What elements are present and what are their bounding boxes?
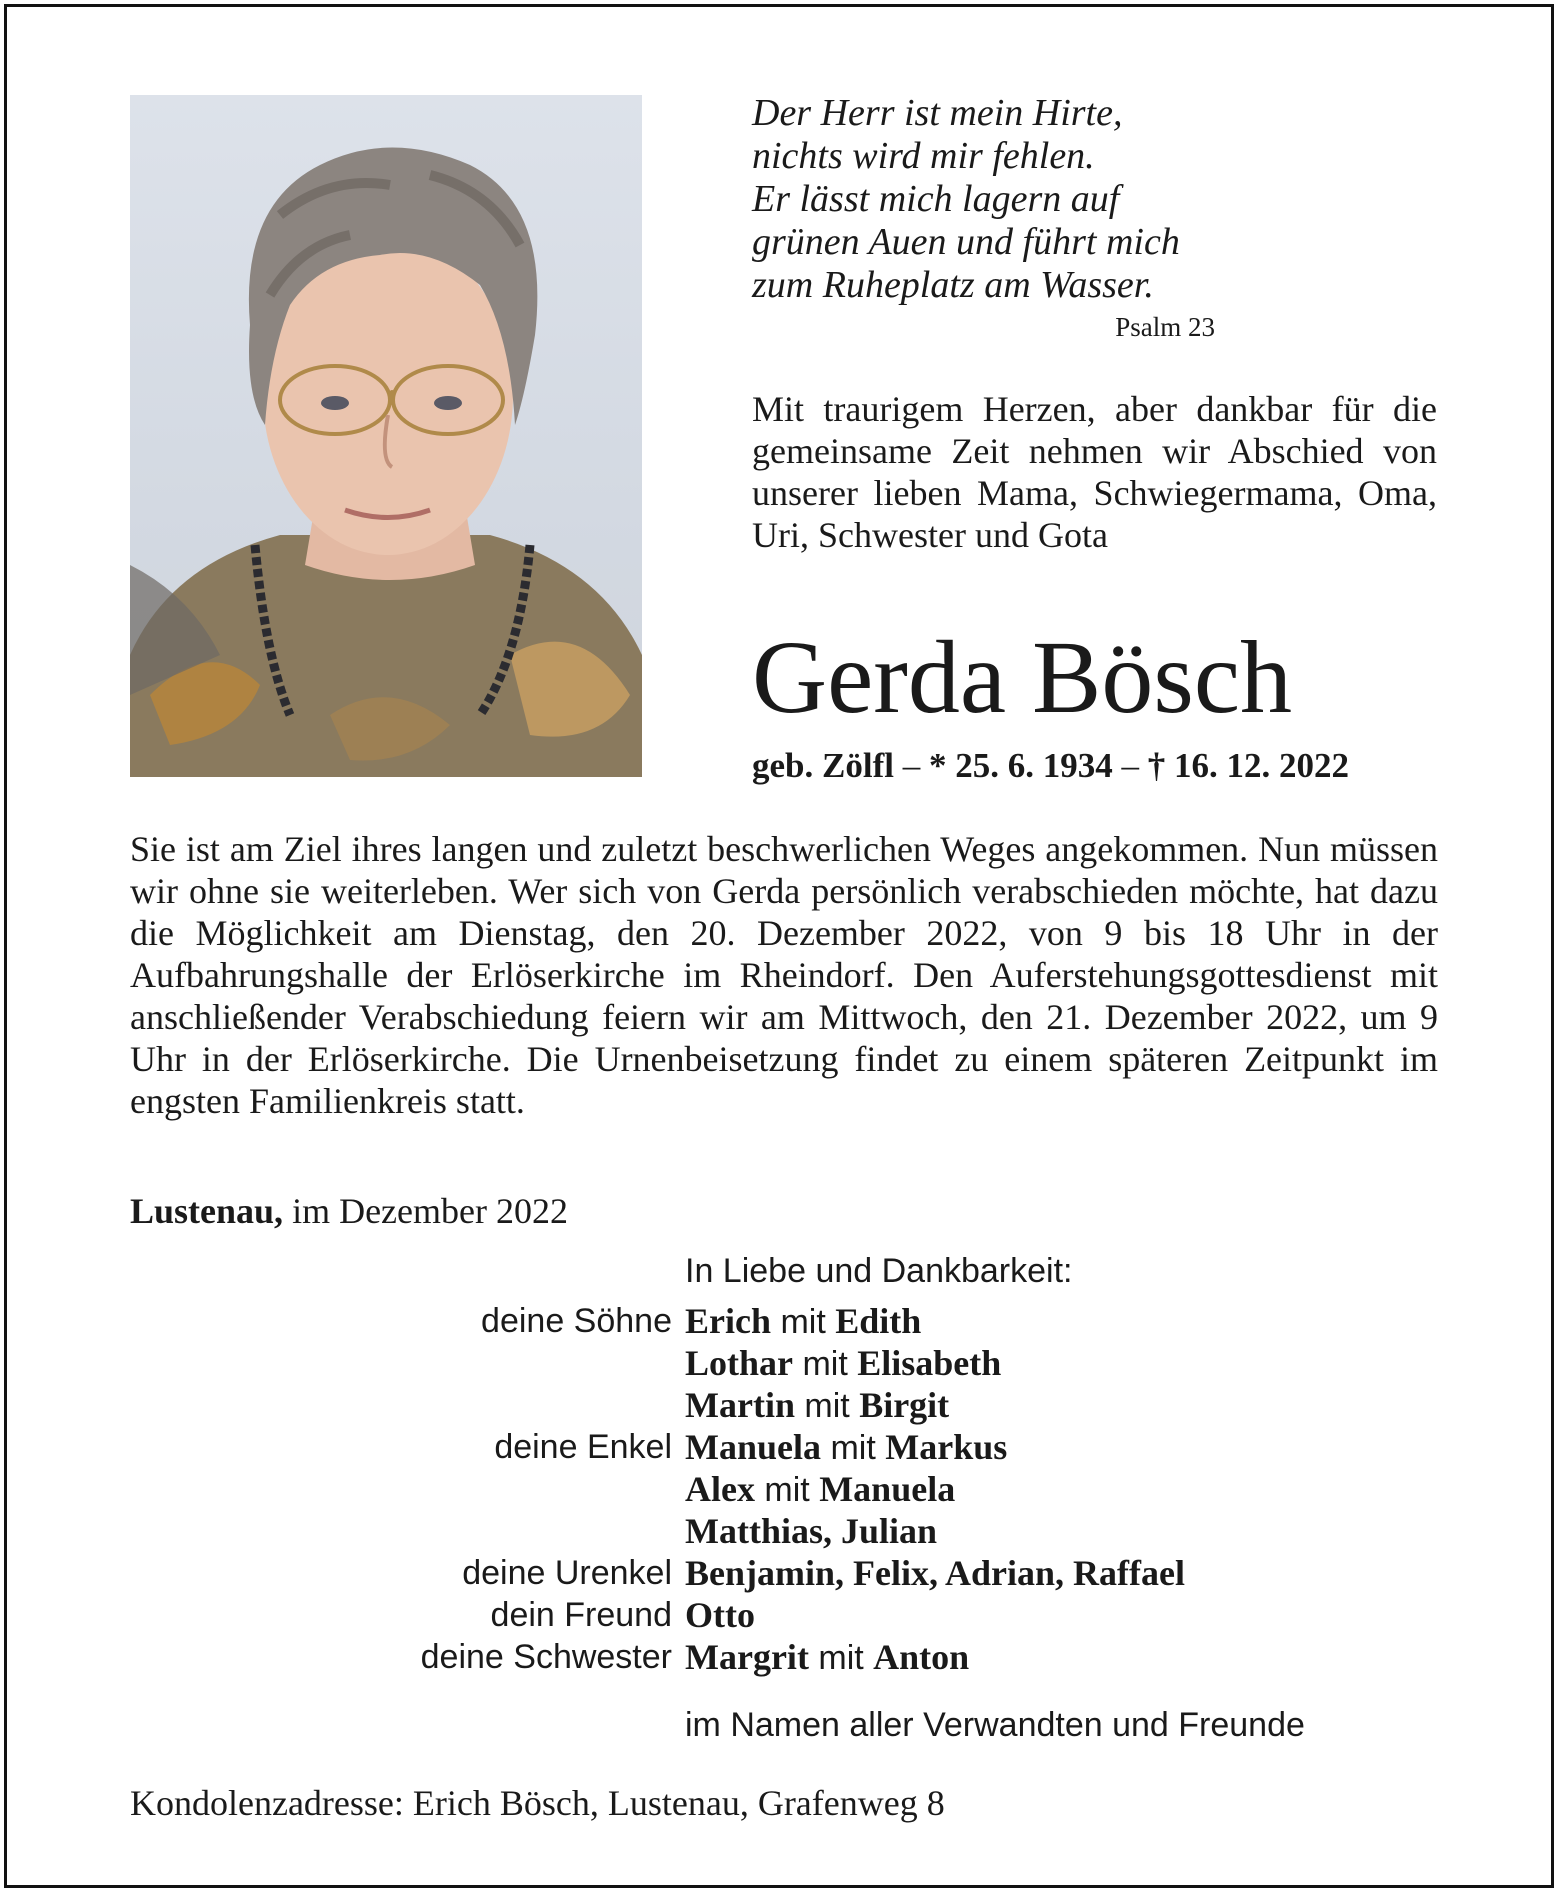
place-date	[130, 1190, 568, 1232]
deceased-name: Gerda Bösch	[752, 620, 1293, 735]
place-city: Lustenau,	[130, 1191, 284, 1231]
family-members: Matthias, Julian	[685, 1511, 938, 1551]
family-row	[0, 1594, 1567, 1636]
family-row	[0, 1426, 1567, 1468]
birth-date: * 25. 6. 1934	[928, 746, 1113, 785]
family-row	[0, 1636, 1567, 1678]
date-separator: –	[893, 746, 929, 785]
psalm-verse	[752, 92, 1222, 307]
family-row	[0, 1468, 1567, 1510]
maiden-name: geb. Zölfl	[752, 746, 894, 785]
family-relation: deine Söhne	[481, 1302, 672, 1340]
family-members: Lothar mit Elisabeth	[685, 1343, 1002, 1383]
family-members: Margrit mit Anton	[685, 1637, 970, 1677]
closing-line: im Namen aller Verwandten und Freunde	[685, 1706, 1305, 1744]
intro-text: Mit traurigem Herzen, aber dankbar für die gemeinsame Zeit nehmen wir Abschied von unserer lieben Mama, Schwiegermama, Oma, Uri, Schwester und Gota	[752, 389, 1437, 555]
date-separator: –	[1112, 746, 1148, 785]
thanks-line: In Liebe und Dankbarkeit:	[685, 1252, 1073, 1290]
family-relation: dein Freund	[490, 1596, 672, 1634]
family-members: Otto	[685, 1595, 755, 1635]
psalm-reference: Psalm 23	[1115, 312, 1215, 342]
psalm-line: zum Ruheplatz am Wasser.	[752, 264, 1154, 306]
family-relation: deine Schwester	[420, 1638, 672, 1676]
family-row	[0, 1384, 1567, 1426]
death-date: † 16. 12. 2022	[1147, 746, 1349, 785]
family-members: Alex mit Manuela	[685, 1469, 956, 1509]
family-row	[0, 1300, 1567, 1342]
family-members: Martin mit Birgit	[685, 1385, 950, 1425]
family-row	[0, 1510, 1567, 1552]
life-dates	[752, 746, 1349, 786]
family-members: Manuela mit Markus	[685, 1427, 1008, 1467]
family-row	[0, 1552, 1567, 1594]
family-relation: deine Enkel	[494, 1428, 672, 1466]
announcement-text: Sie ist am Ziel ihres langen und zuletzt beschwerlichen Weges angekommen. Nun müssen wir ohne sie weiterleben. Wer sich von Gerda persönlich verabschieden möchte, hat dazu die Möglichkeit am Dienstag, den 20. Dezember 2022, von 9 bis 18 Uhr in der Aufbahrungshalle der Erlöserkirche im Rheindorf. Den Auferstehungsgottesdienst mit anschließender Verabschiedung feiern wir am Mittwoch, den 21. Dezember 2022, um 9 Uhr in der Erlöserkirche. Die Urnenbeisetzung findet zu einem späteren Zeitpunkt im engsten Familienkreis statt.	[130, 829, 1438, 1121]
psalm-line: Er lässt mich lagern auf	[752, 178, 1120, 220]
condolence-address: Kondolenzadresse: Erich Bösch, Lustenau, Grafenweg 8	[130, 1783, 945, 1823]
family-row	[0, 1342, 1567, 1384]
family-members: Benjamin, Felix, Adrian, Raffael	[685, 1553, 1185, 1593]
place-month: im Dezember 2022	[283, 1191, 568, 1231]
family-relation: deine Urenkel	[462, 1554, 672, 1592]
psalm-line: nichts wird mir fehlen.	[752, 135, 1095, 177]
portrait-photo	[130, 95, 642, 777]
psalm-line: Der Herr ist mein Hirte,	[752, 92, 1123, 134]
family-members: Erich mit Edith	[685, 1301, 922, 1341]
portrait-illustration	[130, 95, 642, 777]
psalm-line: grünen Auen und führt mich	[752, 221, 1180, 263]
